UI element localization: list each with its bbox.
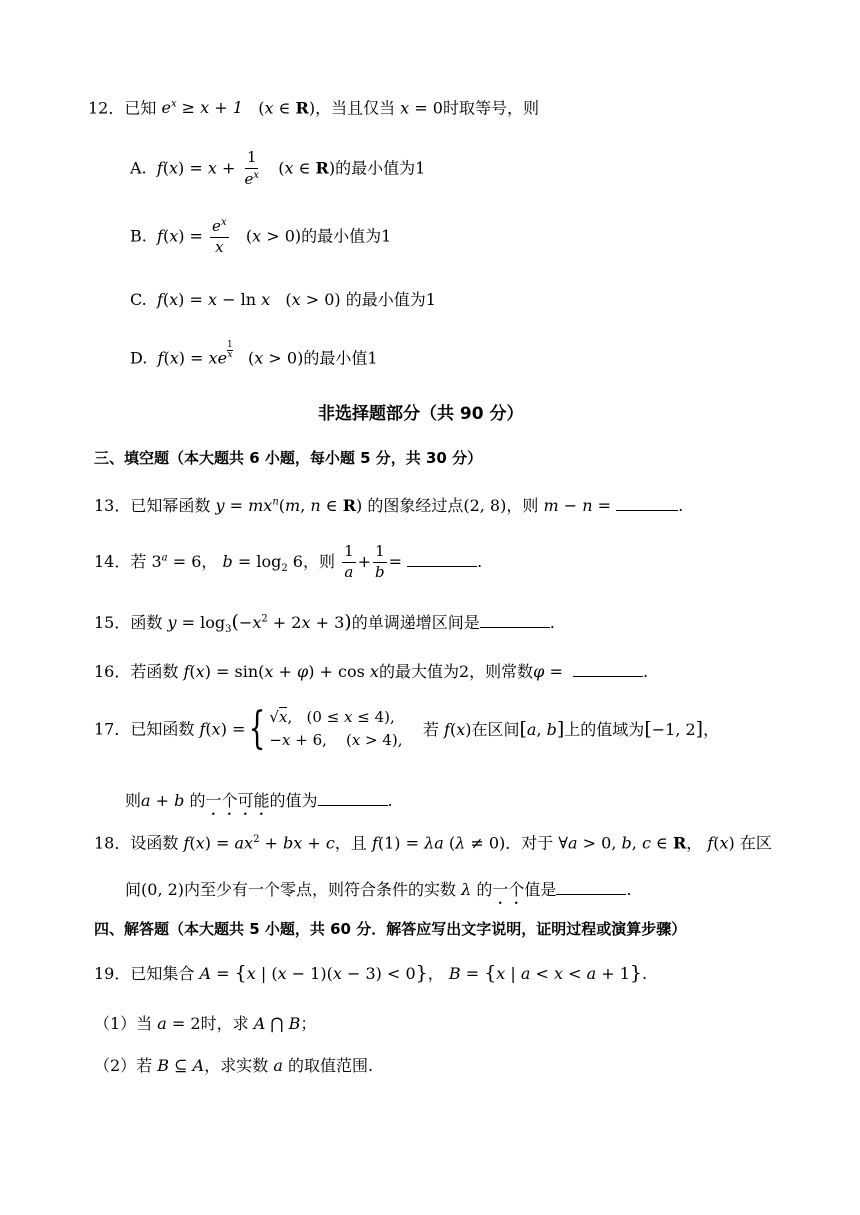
q19-number: 19． [94,964,131,983]
q12-option-d: D. f(x) = xe $^{\frac{1}{x}}$ (x > 0)的最小值1 [130,340,378,368]
option-label: D. [130,348,148,368]
answer-blank[interactable] [556,880,626,895]
answer-blank[interactable] [573,662,643,677]
q14: 14．若 $3^a = 6$， $b = \log_2 6$，则 $\frac{1}{a}$ + $\frac{1}{b}$ = . [94,542,483,581]
q19-part1-label: （1） [94,1014,137,1033]
answer-blank[interactable] [407,552,477,567]
q18-text-de: 的 [476,880,493,899]
q19-part2-text-b: ，求实数 [204,1056,269,1075]
q17-line2: 则a + b 的一个可能的值为 . [125,791,393,810]
answer-blank[interactable] [480,613,550,628]
q16-text-b: 的最大值为 [378,662,459,681]
q19-period: . [642,964,648,983]
q13-text-a: 已知幂函数 [130,496,211,515]
q18: 18．设函数 $f(x) = ax^2$ + bx + c，且 f(1) = λa (λ ≠ 0)．对于 ∀a > 0, b, c ∈ R， f(x) 在区 [94,833,772,853]
fraction: $\frac{1}{a}$ [344,542,354,581]
q15-number: 15． [94,613,131,632]
fraction: $\frac{1}{e^x}$ [244,148,259,188]
q17-text-a: 已知函数 [130,719,195,739]
answer-blank[interactable] [318,791,388,806]
q13-number: 13． [94,496,131,515]
q12-option-b: B. f(x) = $\frac{e^x}{x}$ (x > 0)的最小值为1 [130,217,392,256]
q12-text-b: ，当且仅当 [315,98,396,118]
q18-text-c: ．对于 [505,833,554,853]
q14-text-a: 若 [130,551,147,571]
q15: 15．函数 $y = \log_3(-x^2 + 2x + 3)$的单调递增区间是 . [94,611,555,636]
q12-option-c: C. f(x) = x − ln x (x > 0) 的最小值为1 [130,290,436,309]
option-suffix: 的最小值为1 [301,226,392,246]
q18-text-a: 设函数 [130,833,179,853]
q14-period: . [477,551,483,571]
q16-phi: φ = [533,662,563,681]
fraction: $\frac{1}{b}$ [375,542,385,581]
q18-period: . [626,880,632,899]
q19-text-a: 已知集合 [130,964,195,983]
q17-comma: ， [703,719,720,739]
q12-stem: 12．已知 $e^x \ge x + 1$ (x ∈ R)，当且仅当 x = 0时取等号，则 [88,98,539,118]
q15-period: . [549,613,555,632]
q16-number: 16． [94,662,131,681]
q13-text-b: 的图象经过点 [367,496,464,515]
q12-option-a: A. f(x) = x + $\frac{1}{e^x}$ (x ∈ R)的最小值为1 [130,148,426,188]
q17-text-value: 的值为 [269,791,318,810]
piecewise-cases: √x, (0 ≤ x ≤ 4), −x + 6, (x > 4), [269,708,403,750]
q19-part2-label: （2） [94,1056,137,1075]
q18-text-interval: 间 [125,880,142,899]
q17-text-b: 若 [422,719,439,739]
option-suffix: 的最小值为1 [345,290,436,309]
q18-text-e: 在区 [739,833,772,853]
option-suffix: 的最小值1 [303,348,378,368]
q12-number: 12． [88,98,125,118]
q18-number: 18． [94,833,131,853]
q16-period: . [643,662,649,681]
q18-comma: ， [686,833,703,853]
q18-emphasis-text: 一个 [492,880,525,899]
q17: 17．已知函数 f(x) ={ √x, (0 ≤ x ≤ 4), −x + 6, (x > 4), 若 f(x)在区间[a, b]上的值域为[−1, 2]， [94,703,720,755]
q15-text-a: 函数 [130,613,163,632]
q17-text-d: 上的值域为 [564,719,645,739]
fraction: $\frac{e^x}{x}$ [212,217,227,256]
q12-equality: x [400,98,410,118]
answer-blank[interactable] [616,496,678,511]
option-label: B. [130,226,147,246]
q12-condition: (x ∈ R) [258,98,316,118]
section-title: 非选择题部分（共 90 分） [318,404,524,424]
q19-part2: （2）若 B ⊆ A，求实数 a 的取值范围. [94,1056,374,1075]
q17-number: 17． [94,719,131,739]
q17-text-de: 的 [189,791,206,810]
q16-value: 2 [458,662,470,681]
q19-part1: （1）当 a = 2时，求 A ⋂ B； [94,1014,317,1033]
brace-icon: { [249,703,266,755]
part3-heading: 三、填空题（本大题共 6 小题，每小题 5 分，共 30 分） [94,449,483,467]
option-suffix: 的最小值为1 [335,158,426,178]
q16-text-d: ，则常数 [469,662,534,681]
part4-heading: 四、解答题（本大题共 5 小题，共 60 分．解答应写出文字说明，证明过程或演算步骤） [94,920,687,938]
q17-period: . [387,791,393,810]
q19-comma: ， [427,964,444,983]
q13-period: . [678,496,684,515]
q19-part2-text-c: 的取值范围. [287,1056,374,1075]
q17-text-then: 则 [125,791,142,810]
option-label: A. [130,158,147,178]
q18-line2: 间(0, 2)内至少有一个零点，则符合条件的实数 λ 的一个值是 . [125,880,632,899]
q15-text-b: 的单调递增区间是 [351,613,480,632]
q18-text-value: 值是 [524,880,557,899]
option-label: C. [130,290,147,309]
q12-text-c: 时取等号，则 [442,98,539,118]
q19-part1-text-a: 当 [136,1014,153,1033]
q17-emphasis-text: 一个可能 [205,791,270,810]
q18-text-zero: 内至少有一个零点，则符合条件的实数 [184,880,457,899]
q13: 13．已知幂函数 $y = mx^n(m$, n ∈ R) 的图象经过点(2, 8)，则 m − n = . [94,496,684,515]
q19: 19．已知集合 A = {x | (x − 1)(x − 3) < 0}， B = {x | a < x < a + 1}. [94,962,648,984]
q14-comma: ， [201,551,218,571]
q16: 16．若函数 f(x) = sin(x + φ) + cos x的最大值为2，则常数φ = . [94,662,649,681]
q14-number: 14． [94,551,131,571]
q19-part1-semicolon: ； [300,1014,317,1033]
q19-part1-text-b: 时，求 [200,1014,249,1033]
q16-text-a: 若函数 [130,662,179,681]
q19-part2-text-a: 若 [136,1056,153,1075]
q14-text-c: ，则 [302,551,335,571]
q13-text-c: ，则 [506,496,539,515]
q17-text-c: 在区间 [471,719,520,739]
q18-text-b: ，且 [334,833,367,853]
q12-inequality: $e^x \ge x + 1$ [161,98,243,118]
q12-text: 已知 [124,98,157,118]
